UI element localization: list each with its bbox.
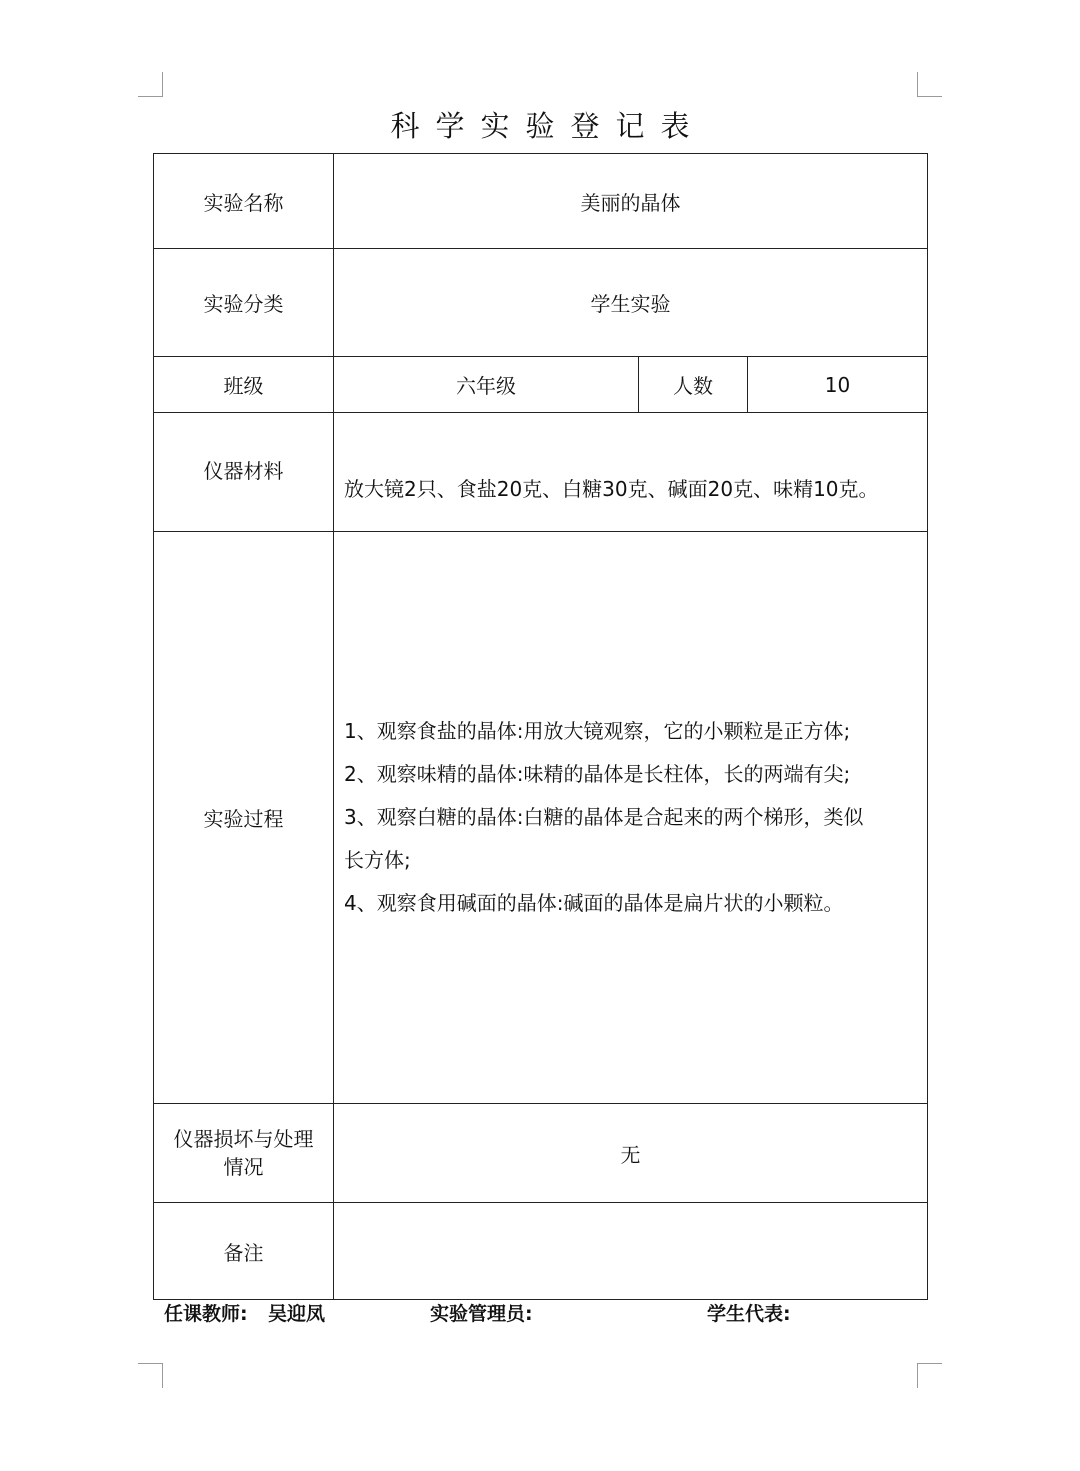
teacher-label: 任课教师: xyxy=(164,1303,248,1325)
process-line: 1、观察食盐的晶体:用放大镜观察，它的小颗粒是正方体; xyxy=(344,719,851,743)
label-damage-line1: 仪器损坏与处理 xyxy=(173,1127,314,1151)
row-class xyxy=(154,357,928,413)
page-title: 科学实验登记表 xyxy=(390,109,706,143)
row-damage xyxy=(154,1104,928,1203)
label-experiment-name: 实验名称 xyxy=(154,154,334,249)
lab-admin-label: 实验管理员: xyxy=(430,1303,533,1325)
row-remarks xyxy=(154,1203,928,1300)
row-materials xyxy=(154,413,928,532)
label-class: 班级 xyxy=(154,357,334,413)
process-line: 长方体; xyxy=(344,848,411,872)
value-process xyxy=(334,532,928,1104)
registration-table xyxy=(153,153,928,1300)
value-materials: 放大镜2只、食盐20克、白糖30克、碱面20克、味精10克。 xyxy=(334,413,928,532)
row-experiment-name xyxy=(154,154,928,249)
value-student-count: 10 xyxy=(748,357,928,413)
student-rep-label: 学生代表: xyxy=(707,1303,791,1325)
crop-mark-top-right xyxy=(917,72,942,97)
process-line: 2、观察味精的晶体:味精的晶体是长柱体，长的两端有尖; xyxy=(344,762,851,786)
value-remarks xyxy=(334,1203,928,1300)
value-experiment-name: 美丽的晶体 xyxy=(334,154,928,249)
crop-mark-bottom-left xyxy=(138,1363,163,1388)
crop-mark-bottom-right xyxy=(917,1363,942,1388)
row-process xyxy=(154,532,928,1104)
label-materials: 仪器材料 xyxy=(154,413,334,532)
process-line: 3、观察白糖的晶体:白糖的晶体是合起来的两个梯形，类似 xyxy=(344,805,864,829)
teacher-name: 吴迎凤 xyxy=(268,1303,326,1325)
label-damage xyxy=(154,1104,334,1203)
label-damage-line2: 情况 xyxy=(223,1155,264,1179)
value-class: 六年级 xyxy=(334,357,639,413)
label-experiment-category: 实验分类 xyxy=(154,249,334,357)
label-remarks: 备注 xyxy=(154,1203,334,1300)
process-line: 4、观察食用碱面的晶体:碱面的晶体是扁片状的小颗粒。 xyxy=(344,891,844,915)
row-experiment-category xyxy=(154,249,928,357)
label-student-count: 人数 xyxy=(639,357,748,413)
value-experiment-category: 学生实验 xyxy=(334,249,928,357)
label-process: 实验过程 xyxy=(154,532,334,1104)
crop-mark-top-left xyxy=(138,72,163,97)
value-damage: 无 xyxy=(334,1104,928,1203)
